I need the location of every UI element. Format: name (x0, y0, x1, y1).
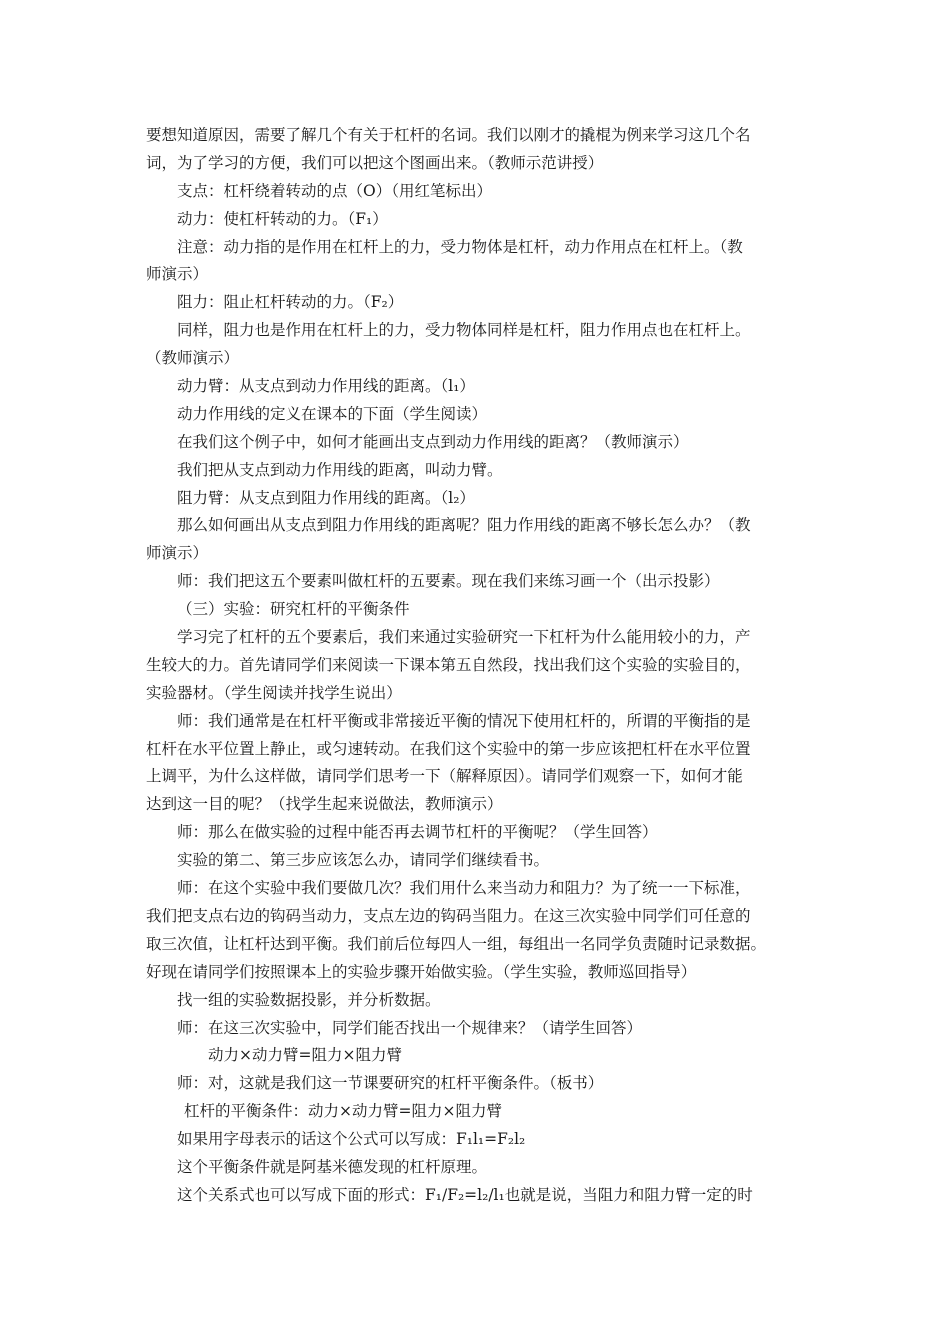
text-line: （教师演示） (146, 349, 240, 368)
text-line: 好现在请同学们按照课本上的实验步骤开始做实验。（学生实验，教师巡回指导） (146, 962, 697, 981)
text-line: 生较大的力。首先请同学们来阅读一下课本第五自然段，找出我们这个实验的实验目的， (146, 655, 751, 674)
text-line: 词，为了学习的方便，我们可以把这个图画出来。（教师示范讲授） (146, 153, 604, 172)
text-line: 这个平衡条件就是阿基米德发现的杠杆原理。 (177, 1157, 488, 1176)
text-line: 实验器材。（学生阅读并找学生说出） (146, 683, 402, 702)
text-line: 师：在这三次实验中，同学们能否找出一个规律来？（请学生回答） (177, 1018, 643, 1037)
text-line: 达到这一目的呢？（找学生起来说做法，教师演示） (146, 795, 503, 814)
text-line: 我们把支点右边的钩码当动力，支点左边的钩码当阻力。在这三次实验中同学们可任意的 (146, 906, 751, 925)
text-line: 师：我们通常是在杠杆平衡或非常接近平衡的情况下使用杠杆的，所谓的平衡指的是 (177, 711, 751, 730)
text-line: 上调平，为什么这样做，请同学们思考一下（解释原因）。请同学们观察一下，如何才能 (146, 767, 743, 786)
text-line: 取三次值，让杠杆达到平衡。我们前后位每四人一组，每组出一名同学负责随时记录数据。 (146, 934, 767, 953)
text-line: 注意：动力指的是作用在杠杆上的力，受力物体是杠杆，动力作用点在杠杆上。（教 (177, 237, 743, 256)
text-line: 要想知道原因，需要了解几个有关于杠杆的名词。我们以刚才的撬棍为例来学习这几个名 (146, 126, 751, 144)
text-line: 如果用字母表示的话这个公式可以写成：F₁l₁=F₂l₂ (177, 1130, 526, 1149)
text-line: 师：我们把这五个要素叫做杠杆的五要素。现在我们来练习画一个（出示投影） (177, 572, 720, 591)
text-line: 动力臂：从支点到动力作用线的距离。（l₁） (177, 377, 475, 396)
text-line: 阻力：阻止杠杆转动的力。（F₂） (177, 293, 404, 312)
text-line: 动力×动力臂=阻力×阻力臂 (208, 1046, 402, 1065)
text-line: 在我们这个例子中，如何才能画出支点到动力作用线的距离？（教师演示） (177, 432, 689, 451)
text-line: 动力作用线的定义在课本的下面（学生阅读） (177, 404, 488, 423)
text-line: 杠杆的平衡条件：动力×动力臂=阻力×阻力臂 (184, 1102, 502, 1121)
document-body (146, 122, 806, 1210)
text-line: 杠杆在水平位置上静止，或匀速转动。在我们这个实验中的第一步应该把杠杆在水平位置 (146, 739, 751, 758)
text-line: 动力：使杠杆转动的力。（F₁） (177, 209, 388, 228)
text-line: 同样，阻力也是作用在杠杆上的力，受力物体同样是杠杆，阻力作用点也在杠杆上。 (177, 321, 751, 340)
text-line: 这个关系式也可以写成下面的形式：F₁/F₂=l₂/l₁也就是说，当阻力和阻力臂一定的时 (177, 1185, 753, 1204)
text-line: 师：那么在做实验的过程中能否再去调节杠杆的平衡呢？（学生回答） (177, 823, 658, 842)
text-line: 阻力臂：从支点到阻力作用线的距离。（l₂） (177, 488, 475, 507)
text-line: 学习完了杠杆的五个要素后，我们来通过实验研究一下杠杆为什么能用较小的力，产 (177, 628, 751, 647)
text-line: 师：对，这就是我们这一节课要研究的杠杆平衡条件。（板书） (177, 1074, 604, 1093)
text-line: 找一组的实验数据投影，并分析数据。 (177, 990, 441, 1009)
text-line: 支点：杠杆绕着转动的点（O）（用红笔标出） (177, 181, 492, 200)
text-line: （三）实验：研究杠杆的平衡条件 (177, 600, 410, 619)
text-line: 我们把从支点到动力作用线的距离，叫动力臂。 (177, 460, 503, 479)
text-line: 实验的第二、第三步应该怎么办，请同学们继续看书。 (177, 851, 550, 870)
text-line: 师：在这个实验中我们要做几次？我们用什么来当动力和阻力？为了统一一下标准， (177, 879, 751, 898)
text-line: 那么如何画出从支点到阻力作用线的距离呢？阻力作用线的距离不够长怎么办？（教 (177, 516, 751, 535)
text-line: 师演示） (146, 265, 209, 284)
text-line: 师演示） (146, 544, 209, 563)
